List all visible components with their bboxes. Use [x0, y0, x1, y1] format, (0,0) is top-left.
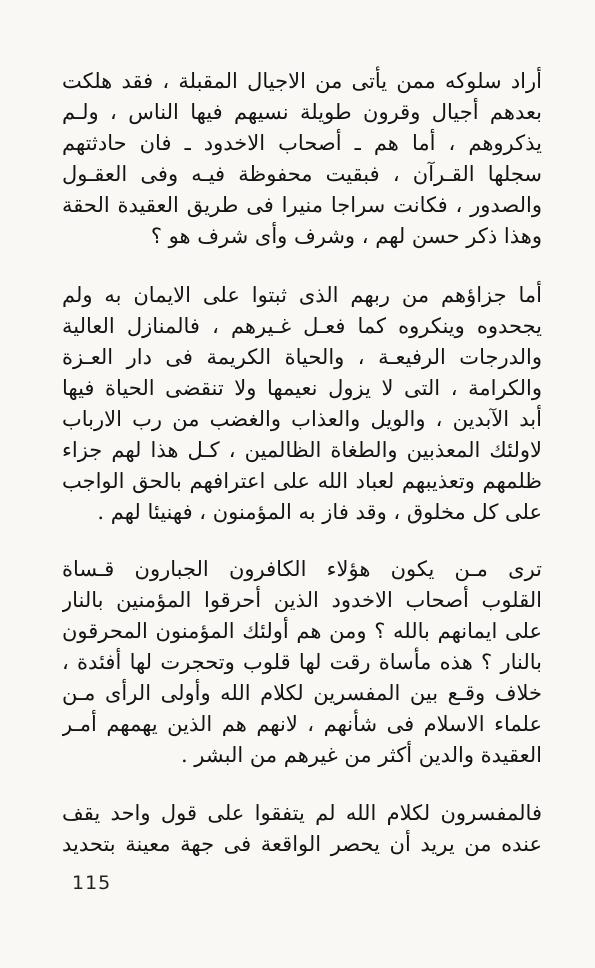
text-line: والصدور ، فكانت سراجا منيرا فى طريق العقيدة الحقة	[62, 193, 542, 217]
text-line: أما جزاؤهم من ربهم الذى ثبتوا على الايمان به ولم	[62, 283, 542, 307]
text-line: بالنار ؟ هذه مأساة رقت لها قلوب وتحجرت لها أفئدة ،	[62, 650, 542, 674]
text-line: لاولئك المعذبين والطغاة الظالمين ، كـل هذا لهم جزاء	[62, 438, 542, 462]
text-line: أراد سلوكه ممن يأتى من الاجيال المقبلة ، فقد هلكت	[62, 69, 542, 93]
text-line: القلوب أصحاب الاخدود الذين أحرقوا المؤمنين بالنار	[62, 588, 542, 612]
text-line: بعدهم أجيال وقرون طويلة نسيهم فيها الناس ، ولـم	[62, 100, 542, 124]
paragraph-3	[62, 554, 542, 771]
text-line: على ايمانهم بالله ؟ ومن هم أولئك المؤمنون المحرقون	[62, 619, 542, 643]
text-line: والدرجات الرفيعـة ، والحياة الكريمة فى دار العـزة	[62, 345, 542, 369]
text-line: عنده من يريد أن يحصر الواقعة فى جهة معينة بتحديد	[62, 832, 542, 856]
text-line: وهذا ذكر حسن لهم ، وشرف وأى شرف هو ؟	[150, 224, 542, 248]
text-line: يذكروهم ، أما هم ـ أصحاب الاخدود ـ فان حادثتهم	[62, 131, 542, 155]
text-line: يجحدوه وينكروه كما فعـل غـيرهم ، فالمنازل العالية	[62, 314, 542, 338]
text-line: فالمفسرون لكلام الله لم يتفقوا على قول واحد يقف	[62, 801, 542, 825]
text-line: والكرامة ، التى لا يزول نعيمها ولا تنقضى الحياة فيها	[62, 376, 542, 400]
text-line: ترى مـن يكون هؤلاء الكافرون الجبارون قـساة	[62, 557, 542, 581]
page-number: 115	[72, 872, 112, 894]
text-line: سجلها القـرآن ، فبقيت محفوظة فيـه وفى العقـول	[62, 162, 542, 186]
text-line: على كل مخلوق ، وقد فاز به المؤمنون ، فهنيئا لهم .	[97, 500, 542, 524]
paragraph-1	[62, 66, 542, 252]
text-line: علماء الاسلام فى شأنهم ، لانهم هم الذين يهمهم أمـر	[62, 712, 542, 736]
paragraph-2	[62, 280, 542, 528]
paragraph-4	[62, 798, 542, 860]
text-line: أبد الآبدين ، والويل والعذاب والغضب من رب الارباب	[62, 407, 542, 431]
text-line: ظلمهم وتعذيبهم لعباد الله على اعترافهم بالحق الواجب	[62, 469, 542, 493]
text-line: خلاف وقـع بين المفسرين لكلام الله وأولى الرأى مـن	[62, 681, 542, 705]
text-line: العقيدة والدين أكثر من غيرهم من البشر .	[180, 743, 542, 767]
